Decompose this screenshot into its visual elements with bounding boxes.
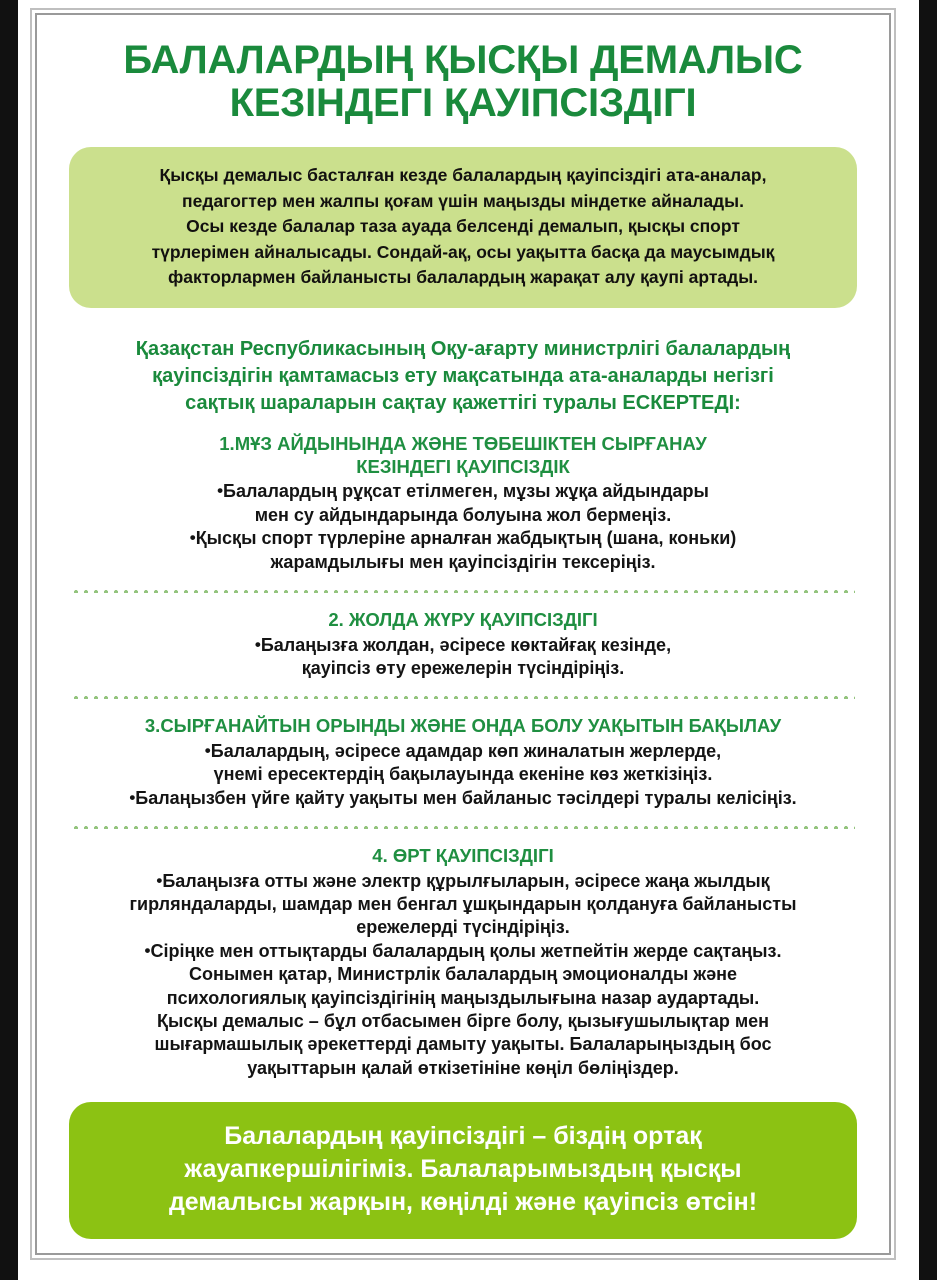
poster-inner-frame [35,13,891,1255]
closing-call-to-action-banner [69,1102,857,1239]
list-item [61,870,865,940]
right-letterbox-bar [919,0,937,1280]
bullet-text: жарамдылығы мен қауіпсіздігін тексеріңіз. [270,551,656,572]
section-3-title-line-1: 3.СЫРҒАНАЙТЫН ОРЫНДЫ ЖӘНЕ ОНДА БОЛУ УАҚЫТЫН БАҚЫЛАУ [144,715,782,737]
section-ice-and-sledding [61,433,865,574]
list-item [61,527,865,574]
closing-line-5: уақыттарын қалай өткізетініне көңіл бөліңіздер. [247,1057,679,1078]
section-1-title-line-2: КЕЗІНДЕГІ ҚАУІПСІЗДІК [356,455,570,477]
bullet-text: қауіпсіз өту ережелерін түсіндіріңіз. [301,657,625,678]
page-title-line-1: БАЛАЛАРДЫҢ ҚЫСҚЫ ДЕМАЛЫС [123,38,803,82]
section-2-title [61,609,865,632]
dotted-divider [71,689,855,699]
section-2-bullet-list [61,634,865,681]
bullet-text: Балалардың, әсіресе адамдар көп жиналатын жерлерде, [210,740,722,761]
intro-line-5: факторлармен байланысты балалардың жарақат алу қаупі артады. [167,266,759,287]
bullet-text: Балалардың рұқсат етілмеген, мұзы жұқа айдындары [223,481,709,502]
cta-line-1: Балалардың қауіпсіздігі – біздің ортақ [224,1122,702,1151]
intro-line-1: Қысқы демалыс басталған кезде балалардың қауіпсіздігі ата-аналар, [159,165,767,186]
list-item [61,940,865,963]
intro-line-4: түрлерімен айналысады. Сондай-ақ, осы уақытта басқа да маусымдық [151,241,775,262]
bullet-text: Балаңызбен үйге қайту уақыты мен байланыс тәсілдері туралы келісіңіз. [135,787,797,808]
bullet-text: Сіріңке мен оттықтарды балалардың қолы жетпейтін жерде сақтаңыз. [150,940,782,961]
dotted-divider [71,583,855,593]
page-title [61,39,865,125]
lead-line-3: сақтық шараларын сақтау қажеттігі туралы ЕСКЕРТЕДІ: [185,392,741,415]
intro-callout-box [69,147,857,308]
closing-paragraph [61,963,865,1080]
bullet-dot-icon: • [217,481,224,501]
ministry-lead-paragraph [75,336,851,417]
bullet-text: мен су айдындарында болуына жол бермеңіз. [254,504,672,525]
page-title-line-2: КЕЗІНДЕГІ ҚАУІПСІЗДІГІ [229,81,697,126]
closing-line-4: шығармашылық әрекеттерді дамыту уақыты. Балаларыңыздың бос [154,1034,772,1055]
section-3-bullet-list [61,740,865,810]
section-4-bullet-list [61,870,865,964]
section-sledding-location-supervision [61,715,865,810]
section-fire-safety [61,845,865,963]
list-item [61,480,865,527]
left-letterbox-bar [0,0,18,1280]
bullet-dot-icon: • [156,870,163,890]
list-item [61,740,865,787]
cta-line-3: демалысы жарқын, көңілді және қауіпсіз өтсін! [168,1188,758,1217]
poster-outer-frame [30,8,896,1260]
bullet-text: Қысқы спорт түрлеріне арналған жабдықтың (шана, коньки) [195,528,737,549]
cta-line-2: жауапкершілігіміз. Балаларымыздың қысқы [184,1155,742,1184]
bullet-text: Балаңызға отты және электр құрылғыларын, әсіресе жаңа жылдық [162,870,770,891]
bullet-dot-icon: • [129,787,136,807]
bullet-dot-icon: • [254,634,261,654]
bullet-dot-icon: • [144,940,151,960]
section-road-safety [61,609,865,680]
closing-line-3: Қысқы демалыс – бұл отбасымен бірге болу, қызығушылықтар мен [156,1010,770,1031]
section-4-title [61,845,865,868]
bullet-text: гирляндаларды, шамдар мен бенгал ұшқындарын қолдануға байланысты [129,893,797,914]
lead-line-1: Қазақстан Республикасының Оқу-ағарту министрлігі балалардың [135,338,791,361]
dotted-divider [71,819,855,829]
section-4-title-line-1: 4. ӨРТ ҚАУІПСІЗДІГІ [372,845,554,867]
bullet-text: үнемі ересектердің бақылауында екеніне көз жеткізіңіз. [213,764,713,785]
section-2-title-line-1: 2. ЖОЛДА ЖҮРУ ҚАУІПСІЗДІГІ [328,608,598,630]
bullet-text: ережелерді түсіндіріңіз. [356,917,570,938]
closing-line-1: Сонымен қатар, Министрлік балалардың эмоционалды және [188,964,737,985]
list-item [61,787,865,810]
lead-line-2: қауіпсіздігін қамтамасыз ету мақсатында ата-аналарды негізгі [152,365,774,388]
bullet-dot-icon: • [204,740,211,760]
section-1-bullet-list [61,480,865,574]
intro-line-3: Осы кезде балалар таза ауада белсенді демалып, қысқы спорт [186,216,740,237]
section-3-title [61,715,865,738]
bullet-dot-icon: • [189,528,196,548]
intro-line-2: педагогтер мен жалпы қоғам үшін маңызды міндетке айналады. [182,190,744,211]
list-item [61,634,865,681]
section-1-title-line-1: 1.МҰЗ АЙДЫНЫНДА ЖӘНЕ ТӨБЕШІКТЕН СЫРҒАНАУ [219,433,707,455]
bullet-text: Балаңызға жолдан, әсіресе көктайғақ кезінде, [260,634,672,655]
closing-line-2: психологиялық қауіпсіздігінің маңыздылығына назар аудартады. [166,987,760,1008]
section-1-title [61,433,865,478]
